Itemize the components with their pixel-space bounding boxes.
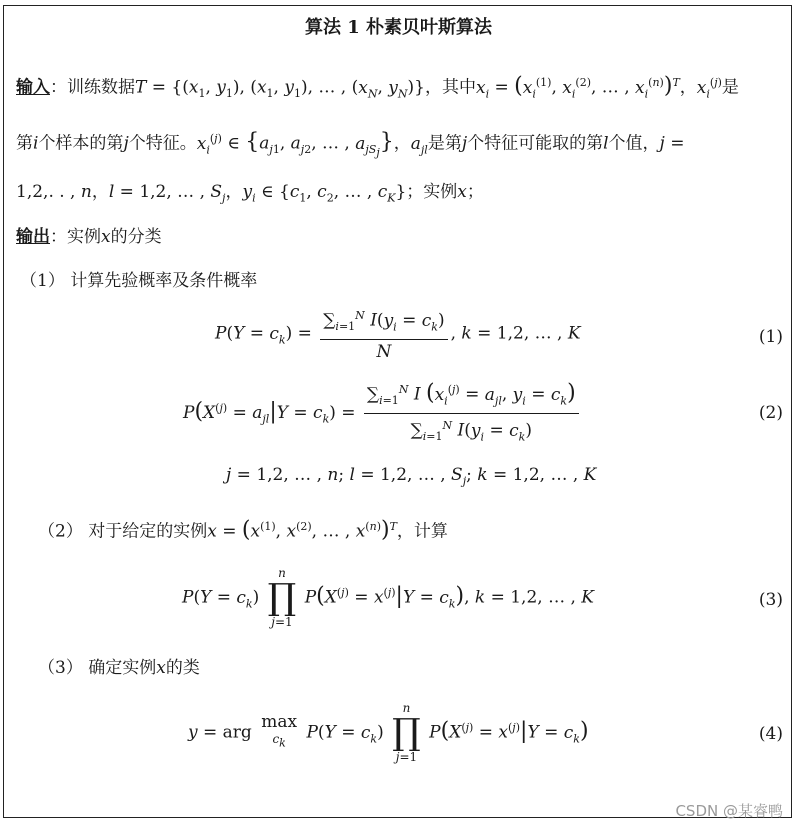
csdn-watermark: CSDN @某睿鸭 (675, 802, 783, 820)
step-3: （3） 确定实例x的类 (38, 658, 200, 678)
output-line: 输出：实例x的分类 (16, 227, 162, 247)
equation-3: $P(Y = c_k)$ n ∏ j=1 $P(X^{(j)} = x^{(j)}|Y = c_k)$, k = 1,2, … , K (182, 566, 594, 629)
equation-2-number: (2) (758, 403, 783, 423)
input-line-3: 1,2,. . , n，l = 1,2, … , $S_j$，$y_i$ ∈ {$c_1$, $c_2$, … , $c_K$}；实例x； (16, 182, 484, 205)
equation-3-number: (3) (758, 590, 783, 610)
step-1: （1） 计算先验概率及条件概率 (20, 271, 258, 291)
step-2: （2） 对于给定的实例$x = (x^{(1)}$, $x^{(2)}$, … , $x^{(n)})^T$，计算 (38, 517, 448, 543)
equation-1-number: (1) (758, 327, 783, 347)
equation-2: $P(X^{(j)} = a_{jl}|Y = c_k)$ = $\frac{\sum_{i=1}^N I (x_i^{(j)} = a_{jl}, y_i = c_k)}{\sum_{i=1}^N I(y_i = c_k)}$ (183, 378, 582, 449)
index-ranges: j = 1,2, … , n; l = 1,2, … , $S_j$; k = 1,2, … , K (226, 465, 597, 488)
output-label: 输出 (16, 227, 50, 247)
equation-4-number: (4) (758, 724, 783, 744)
input-label: 输入 (16, 77, 50, 98)
algorithm-title: 算法 1 朴素贝叶斯算法 (304, 17, 493, 38)
input-line-1: 输入：训练数据$T = \{(x_1$, $y_1$), ($x_1$, $y_1$), … , ($x_N$, $y_N$)}，其中$x_i = (x_i^{(1)}$, $x_i^{(2)}$, … , $x_i^{(n)})^T$，$x_i^{(j)}$是 (16, 73, 739, 101)
equation-4: y = arg max $c_k$ $P(Y = c_k)$ n ∏ j=1 $P(X^{(j)} = x^{(j)}|Y = c_k)$ (188, 701, 589, 764)
equation-1: $P(Y = c_k)$ = $\frac{\sum_{i=1}^N I(y_i = c_k)}{N}$ , k = 1,2, … , K (215, 304, 581, 364)
input-line-2: 第i个样本的第j个特征。$x_i^{(j)}$ ∈ {$a_{j1}$, $a_{j2}$, … , $a_{jS_j}$}，$a_{jl}$是第j个特征可能取的第l个值，j = (16, 129, 685, 160)
